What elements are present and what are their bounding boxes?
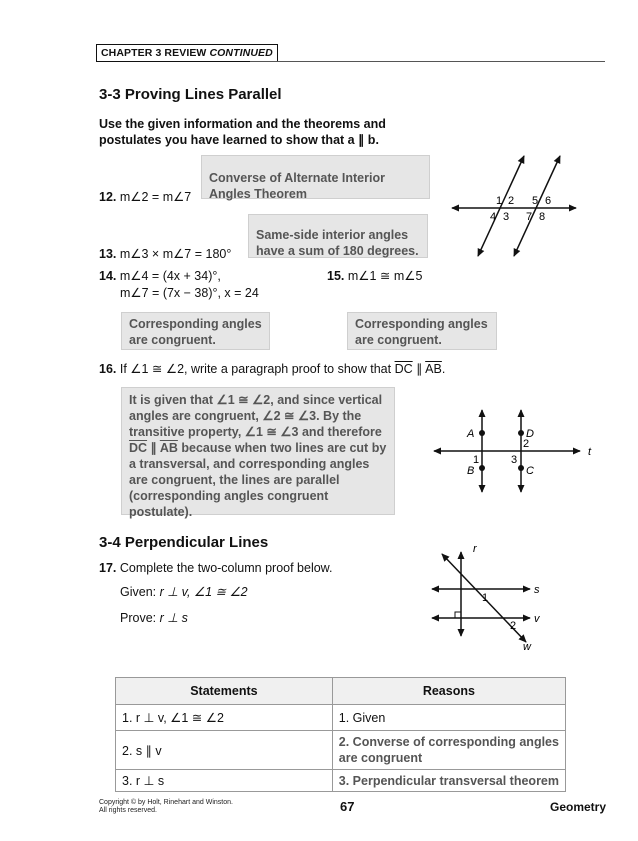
- statement-cell: 1. r ⊥ v, ∠1 ≅ ∠2: [116, 705, 333, 731]
- angle-label: 6: [545, 195, 552, 207]
- continued-label: CONTINUED: [209, 47, 273, 59]
- prove-label: Prove:: [120, 611, 157, 625]
- problem-14: [99, 268, 221, 285]
- point-b: [479, 465, 485, 471]
- statement-cell: 3. r ⊥ s: [116, 770, 333, 792]
- proof-table: [115, 677, 566, 792]
- segment-dc: $\overline{DC}$: [394, 362, 413, 376]
- given-text: r ⊥ v, ∠1 ≅ ∠2: [159, 585, 248, 599]
- segment-ab: $\overline{AB}$: [425, 362, 442, 376]
- point-c: [518, 465, 524, 471]
- answer-12: Converse of Alternate Interior Angles Theorem: [201, 155, 430, 199]
- right-angle-mark: [455, 612, 461, 618]
- answer-13: Same-side interior angles have a sum of 180 degrees.: [248, 214, 428, 258]
- angle-label: 5: [532, 195, 539, 207]
- section-title-3-3: 3-3 Proving Lines Parallel: [99, 86, 282, 103]
- header-statements: Statements: [116, 678, 333, 705]
- parallel-symbol: ∥: [150, 441, 157, 455]
- answer-14: Corresponding angles are congruent.: [121, 312, 270, 350]
- given-line: [120, 584, 248, 601]
- point-d: [518, 430, 524, 436]
- reason-cell: 1. Given: [332, 705, 565, 731]
- chapter-title: CHAPTER 3 REVIEW: [101, 47, 207, 59]
- statement-cell: 2. s ∥ v: [116, 731, 333, 770]
- problem-number: 16.: [99, 362, 117, 376]
- line-label: v: [534, 613, 540, 625]
- period: .: [441, 362, 446, 376]
- angle-label: 2: [510, 620, 517, 632]
- given-label: Given:: [120, 585, 157, 599]
- figure-segments-ab-dc: [430, 404, 602, 496]
- point-label: D: [526, 428, 534, 440]
- table-row: [116, 770, 566, 792]
- problem-text: If ∠1 ≅ ∠2, write a paragraph proof to show that: [119, 362, 392, 376]
- problem-number: 12.: [99, 190, 117, 204]
- proof-text-part2: because when two lines are cut by a transversal, and corresponding angles are congruent, the lines are parallel (corresponding angles congruent postulate).: [129, 441, 387, 519]
- angle-label: 2: [523, 438, 530, 450]
- table-row: [116, 731, 566, 770]
- angle-label: 7: [526, 211, 533, 223]
- angle-label: 8: [539, 211, 546, 223]
- problem-text: Complete the two-column proof below.: [119, 561, 333, 575]
- instructions: Use the given information and the theorems and postulates you have learned to show that a ∥ b.: [99, 117, 386, 147]
- figure-perpendicular-lines: [426, 540, 556, 652]
- prove-text: r ⊥ s: [159, 611, 188, 625]
- angle-label: 2: [508, 195, 515, 207]
- figure-parallel-lines-ab: [448, 150, 580, 260]
- answer-16: [121, 387, 395, 519]
- reason-cell: 2. Converse of corresponding angles are congruent: [332, 731, 565, 770]
- problem-number: 15.: [327, 269, 345, 283]
- rights-line: All rights reserved.: [99, 807, 157, 814]
- problem-text: m∠3 × m∠7 = 180°: [119, 247, 232, 261]
- subject-label: Geometry: [550, 800, 607, 814]
- problem-12: [99, 189, 191, 206]
- line-label: s: [534, 584, 540, 596]
- proof-text-part1: It is given that ∠1 ≅ ∠2, and since vertical angles are congruent, ∠2 ≅ ∠3. By the transitive property, ∠1 ≅ ∠3 and therefore: [129, 393, 383, 439]
- segment-dc: $\overline{DC}$: [129, 441, 148, 455]
- problem-number: 13.: [99, 247, 117, 261]
- angle-label: 1: [473, 454, 480, 466]
- problem-text: m∠1 ≅ m∠5: [347, 269, 423, 283]
- copyright: [99, 799, 233, 815]
- reason-cell: 3. Perpendicular transversal theorem: [332, 770, 565, 792]
- angle-label: 3: [503, 211, 510, 223]
- problem-16: [99, 361, 445, 378]
- problem-17: [99, 560, 333, 577]
- header-rule: [250, 61, 605, 62]
- line-label: r: [473, 543, 477, 555]
- angle-label: 4: [490, 211, 497, 223]
- section-title-3-4: 3-4 Perpendicular Lines: [99, 534, 269, 551]
- problem-13: [99, 246, 231, 263]
- table-row: [116, 705, 566, 731]
- header-reasons: Reasons: [332, 678, 565, 705]
- problem-text: m∠4 = (4x + 34)°,: [119, 269, 221, 283]
- table-header-row: [116, 678, 566, 705]
- problem-text: m∠2 = m∠7: [119, 190, 192, 204]
- segment-ab: $\overline{AB}$: [159, 441, 178, 455]
- chapter-header: [96, 44, 278, 62]
- problem-number: 14.: [99, 269, 117, 283]
- point-label: A: [467, 428, 475, 440]
- point-a: [479, 430, 485, 436]
- problem-number: 17.: [99, 561, 117, 575]
- point-label: B: [467, 465, 475, 477]
- point-label: C: [526, 465, 534, 477]
- angle-label: 1: [482, 592, 489, 604]
- line-label: w: [523, 641, 531, 652]
- problem-14-line2: m∠7 = (7x − 38)°, x = 24: [120, 286, 259, 300]
- answer-15: Corresponding angles are congruent.: [347, 312, 497, 350]
- angle-label: 3: [511, 454, 518, 466]
- problem-15: [327, 268, 422, 285]
- angle-label: 1: [496, 195, 503, 207]
- page-number: 67: [340, 799, 355, 814]
- line-label: t: [588, 446, 592, 458]
- prove-line: [120, 610, 188, 627]
- copyright-line: Copyright © by Holt, Rinehart and Winston.: [99, 799, 233, 806]
- parallel-symbol: ∥: [416, 362, 423, 376]
